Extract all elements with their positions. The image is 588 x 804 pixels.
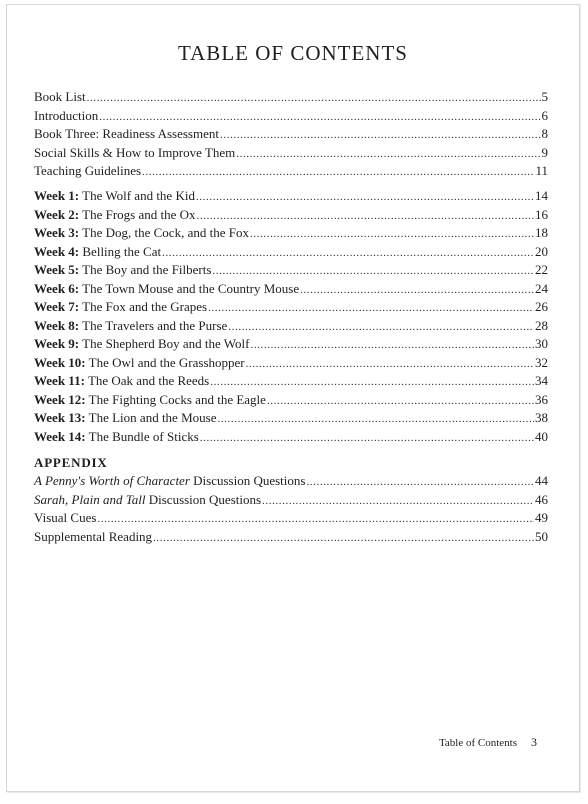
toc-entry-label: Book List xyxy=(34,89,86,104)
toc-week-entry xyxy=(34,317,548,336)
footer-label: Table of Contents xyxy=(438,737,517,749)
toc-entry-label xyxy=(34,391,266,410)
toc-entry-page: 26 xyxy=(535,299,548,314)
toc-entry-label xyxy=(34,261,211,280)
dot-leader xyxy=(196,188,534,207)
toc-week-entry xyxy=(34,335,548,354)
dot-leader xyxy=(267,392,534,411)
week-title: The Owl and the Grasshopper xyxy=(88,354,245,370)
toc-entry-label xyxy=(34,354,245,373)
dot-leader xyxy=(162,244,534,263)
toc-entry-page: 16 xyxy=(535,206,548,222)
toc-entry-page: 11 xyxy=(535,163,548,178)
toc-entry-label xyxy=(34,243,161,262)
toc-entry-label xyxy=(34,224,249,243)
week-number: Week 1: xyxy=(34,188,80,203)
toc-entry-page: 44 xyxy=(535,473,548,488)
book-title: A Penny's Worth of Character xyxy=(34,473,190,488)
toc-entry-page: 6 xyxy=(541,107,548,123)
entry-text: Visual Cues xyxy=(34,510,97,525)
entry-text: Supplemental Reading xyxy=(34,528,153,544)
toc-entry-label xyxy=(34,472,305,491)
toc-week-entry xyxy=(34,409,548,428)
toc-entry-label xyxy=(34,317,227,336)
toc-entry-page: 24 xyxy=(535,280,548,296)
week-title: The Frogs and the Ox xyxy=(82,206,196,222)
dot-leader xyxy=(300,281,534,300)
toc-entry-label xyxy=(34,428,199,447)
dot-leader xyxy=(250,336,534,355)
dot-leader xyxy=(197,207,534,226)
toc-entry-label: Teaching Guidelines xyxy=(34,163,142,178)
dot-leader xyxy=(210,373,534,392)
toc-entry-page: 9 xyxy=(541,144,548,160)
toc-entry-page: 20 xyxy=(535,243,548,259)
toc-week-entry xyxy=(34,391,548,410)
week-title: The Boy and the Filberts xyxy=(82,262,212,277)
entry-text: Discussion Questions xyxy=(145,491,262,507)
toc-entry xyxy=(34,125,548,144)
dot-leader xyxy=(97,510,534,529)
entry-text: Discussion Questions xyxy=(189,473,306,488)
toc-entry xyxy=(34,162,548,181)
toc-entry-page: 46 xyxy=(535,491,548,507)
week-title: The Dog, the Cock, and the Fox xyxy=(82,225,249,240)
toc-entry-page: 36 xyxy=(535,391,548,407)
appendix-heading: APPENDIX xyxy=(34,455,108,470)
toc-week-entry xyxy=(34,280,548,299)
toc-appendix-entry xyxy=(34,528,548,547)
toc-week-entry xyxy=(34,354,548,373)
toc-week-entry xyxy=(34,224,548,243)
toc-entry-label xyxy=(34,372,209,391)
week-number: Week 4: xyxy=(34,243,80,259)
toc-entry-page: 38 xyxy=(535,410,548,425)
dot-leader xyxy=(306,473,534,492)
toc-entry-label xyxy=(34,491,261,510)
week-title: The Oak and the Reeds xyxy=(87,373,210,388)
document-page xyxy=(6,4,580,792)
week-title: The Travelers and the Purse xyxy=(82,317,228,333)
toc-entry-page: 14 xyxy=(535,188,548,203)
toc-entry-label: Introduction xyxy=(34,107,99,123)
week-number: Week 14: xyxy=(34,428,86,444)
dot-leader xyxy=(250,225,534,244)
toc-entry-page: 49 xyxy=(535,510,548,525)
toc-week-entry xyxy=(34,206,548,225)
toc-entry-label xyxy=(34,335,249,354)
week-number: Week 13: xyxy=(34,410,86,425)
toc-entry xyxy=(34,88,548,107)
dot-leader xyxy=(262,492,534,511)
week-title: The Lion and the Mouse xyxy=(88,410,217,425)
week-number: Week 12: xyxy=(34,391,86,407)
toc-intro-section xyxy=(34,88,548,181)
dot-leader xyxy=(99,108,540,127)
week-number: Week 5: xyxy=(34,262,80,277)
week-title: The Fox and the Grapes xyxy=(82,299,208,314)
week-title: The Fighting Cocks and the Eagle xyxy=(88,391,266,407)
dot-leader xyxy=(246,355,534,374)
page-footer xyxy=(7,735,537,750)
week-number: Week 8: xyxy=(34,317,80,333)
toc-week-entry xyxy=(34,428,548,447)
toc-entry-page: 18 xyxy=(535,225,548,240)
dot-leader xyxy=(217,410,534,429)
dot-leader xyxy=(153,529,534,548)
week-number: Week 9: xyxy=(34,336,80,351)
dot-leader xyxy=(236,145,540,164)
dot-leader xyxy=(87,89,541,108)
toc-week-entry xyxy=(34,298,548,317)
toc-entry-page: 30 xyxy=(535,336,548,351)
week-number: Week 3: xyxy=(34,225,80,240)
toc-entry-page: 50 xyxy=(535,528,548,544)
toc-week-entry xyxy=(34,243,548,262)
week-title: The Wolf and the Kid xyxy=(82,188,195,203)
toc-entry-label xyxy=(34,298,207,317)
page-title: TABLE OF CONTENTS xyxy=(178,41,408,65)
toc-entry-page: 28 xyxy=(535,317,548,333)
toc-entry xyxy=(34,107,548,126)
week-number: Week 2: xyxy=(34,206,80,222)
week-number: Week 6: xyxy=(34,280,80,296)
toc-week-entry xyxy=(34,372,548,391)
week-number: Week 7: xyxy=(34,299,80,314)
toc-entry-label xyxy=(34,409,216,428)
week-title: The Bundle of Sticks xyxy=(88,428,199,444)
week-number: Week 10: xyxy=(34,354,86,370)
week-title: Belling the Cat xyxy=(82,243,162,259)
week-number: Week 11: xyxy=(34,373,85,388)
toc-appendix-entry xyxy=(34,491,548,510)
toc-entry-label xyxy=(34,528,152,547)
toc-entry-page: 34 xyxy=(535,373,548,388)
dot-leader xyxy=(220,126,541,145)
toc-weeks-section xyxy=(34,187,548,446)
toc-week-entry xyxy=(34,187,548,206)
toc-entry-page: 22 xyxy=(535,262,548,277)
toc-entry-label: Book Three: Readiness Assessment xyxy=(34,126,219,141)
toc-entry-label xyxy=(34,509,96,528)
week-title: The Shepherd Boy and the Wolf xyxy=(82,336,250,351)
dot-leader xyxy=(208,299,534,318)
toc-entry-label xyxy=(34,187,195,206)
toc-entry-label: Social Skills & How to Improve Them xyxy=(34,144,236,160)
dot-leader xyxy=(212,262,534,281)
toc-entry-label xyxy=(34,206,196,225)
toc-appendix-section xyxy=(34,454,548,546)
footer-page-number: 3 xyxy=(531,735,537,749)
toc-entry-page: 32 xyxy=(535,354,548,370)
dot-leader xyxy=(142,163,534,182)
toc-appendix-entry xyxy=(34,509,548,528)
week-title: The Town Mouse and the Country Mouse xyxy=(82,280,300,296)
book-title: Sarah, Plain and Tall xyxy=(34,491,146,507)
toc-appendix-entry xyxy=(34,472,548,491)
toc-week-entry xyxy=(34,261,548,280)
toc-entry-page: 8 xyxy=(541,126,548,141)
toc-entry xyxy=(34,144,548,163)
toc-entry-label xyxy=(34,280,299,299)
toc-entry-page: 40 xyxy=(535,428,548,444)
toc-entry-page: 5 xyxy=(541,89,548,104)
dot-leader xyxy=(228,318,534,337)
dot-leader xyxy=(200,429,534,448)
